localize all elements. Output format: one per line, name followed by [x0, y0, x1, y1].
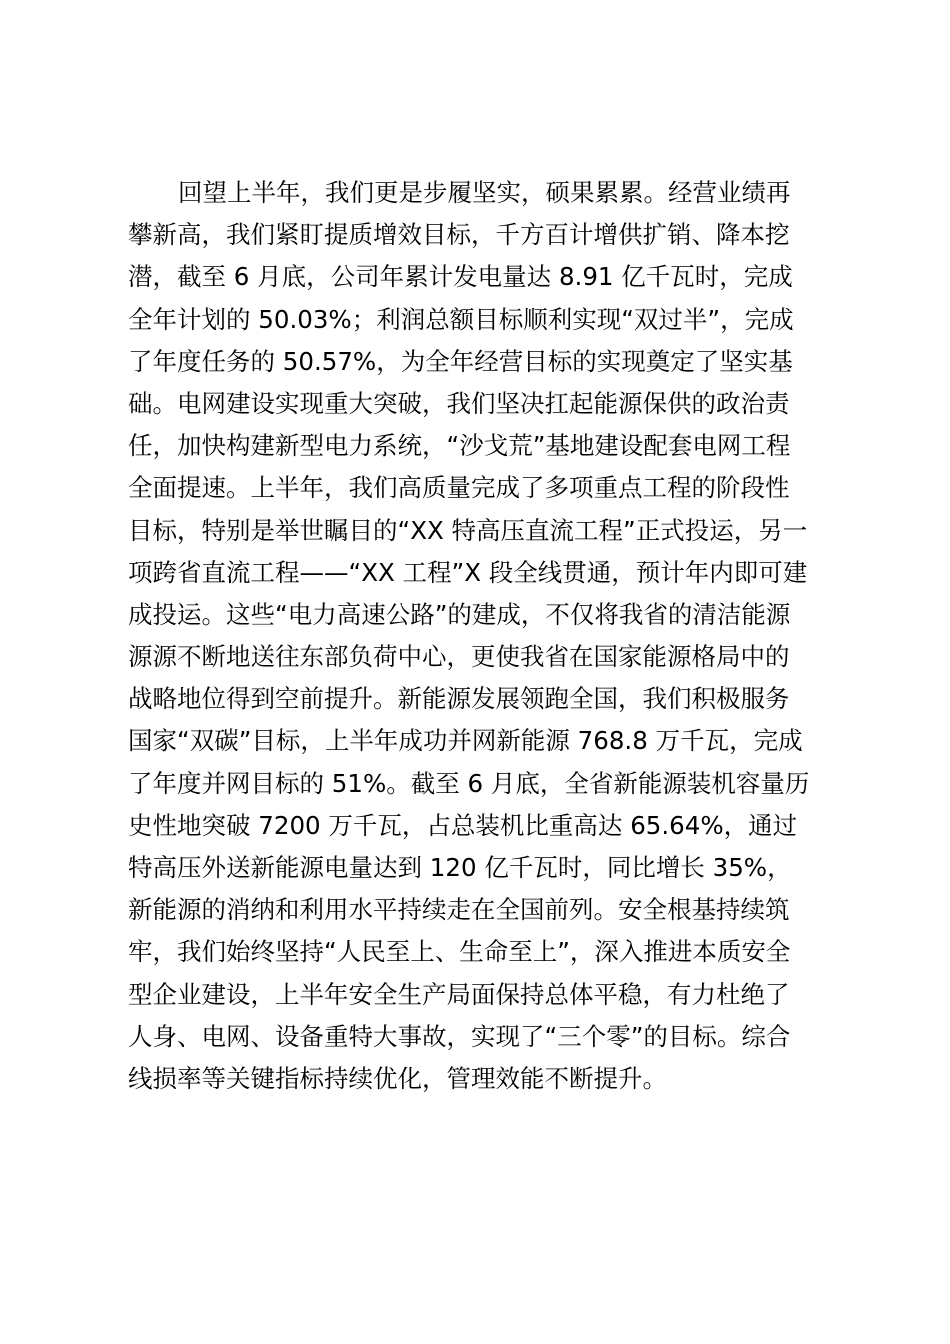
paragraph-line-1: 回望上半年，我们更是步履坚实，硕果累累。经营业绩再: [178, 178, 791, 207]
paragraph-line-19: 牢，我们始终坚持“人民至上、生命至上”，深入推进本质安全: [128, 937, 791, 967]
paragraph-line-18: 新能源的消纳和利用水平持续走在全国前列。安全根基持续筑: [128, 895, 790, 925]
paragraph-line-14: 国家“双碳”目标，上半年成功并网新能源 768.8 万千瓦，完成: [128, 726, 803, 756]
paragraph-line-16: 史性地突破 7200 万千瓦，占总装机比重高达 65.64%，通过: [128, 810, 798, 840]
paragraph-line-11: 成投运。这些“电力高速公路”的建成，不仅将我省的清洁能源: [128, 599, 791, 629]
paragraph-line-4: 全年计划的 50.03%；利润总额目标顺利实现“双过半”，完成: [128, 304, 794, 334]
paragraph-line-2: 攀新高，我们紧盯提质增效目标，千方百计增供扩销、降本挖: [128, 220, 790, 250]
paragraph-line-5: 了年度任务的 50.57%，为全年经营目标的实现奠定了坚实基: [128, 346, 793, 376]
paragraph-line-13: 战略地位得到空前提升。新能源发展领跑全国，我们积极服务: [128, 684, 790, 714]
paragraph-line-12: 源源不断地送往东部负荷中心，更使我省在国家能源格局中的: [128, 642, 790, 672]
paragraph-line-7: 任，加快构建新型电力系统，“沙戈荒”基地建设配套电网工程: [128, 431, 791, 461]
paragraph-line-6: 础。电网建设实现重大突破，我们坚决扛起能源保供的政治责: [128, 388, 790, 418]
paragraph-line-17: 特高压外送新能源电量达到 120 亿千瓦时，同比增长 35%，: [128, 853, 792, 882]
paragraph-line-22: 线损率等关键指标持续优化，管理效能不断提升。: [128, 1063, 667, 1093]
body-paragraph: [128, 172, 838, 1100]
paragraph-line-15: 了年度并网目标的 51%。截至 6 月底，全省新能源装机容量历: [128, 768, 810, 798]
paragraph-line-10: 项跨省直流工程——“XX 工程”X 段全线贯通，预计年内即可建: [128, 557, 808, 587]
paragraph-line-3: 潜，截至 6 月底，公司年累计发电量达 8.91 亿千瓦时，完成: [128, 262, 793, 292]
paragraph-line-20: 型企业建设，上半年安全生产局面保持总体平稳，有力杜绝了: [128, 979, 790, 1009]
paragraph-line-21: 人身、电网、设备重特大事故，实现了“三个零”的目标。综合: [128, 1021, 791, 1051]
paragraph-line-8: 全面提速。上半年，我们高质量完成了多项重点工程的阶段性: [128, 473, 790, 503]
paragraph-line-9: 目标，特别是举世瞩目的“XX 特高压直流工程”正式投运，另一: [128, 515, 808, 545]
